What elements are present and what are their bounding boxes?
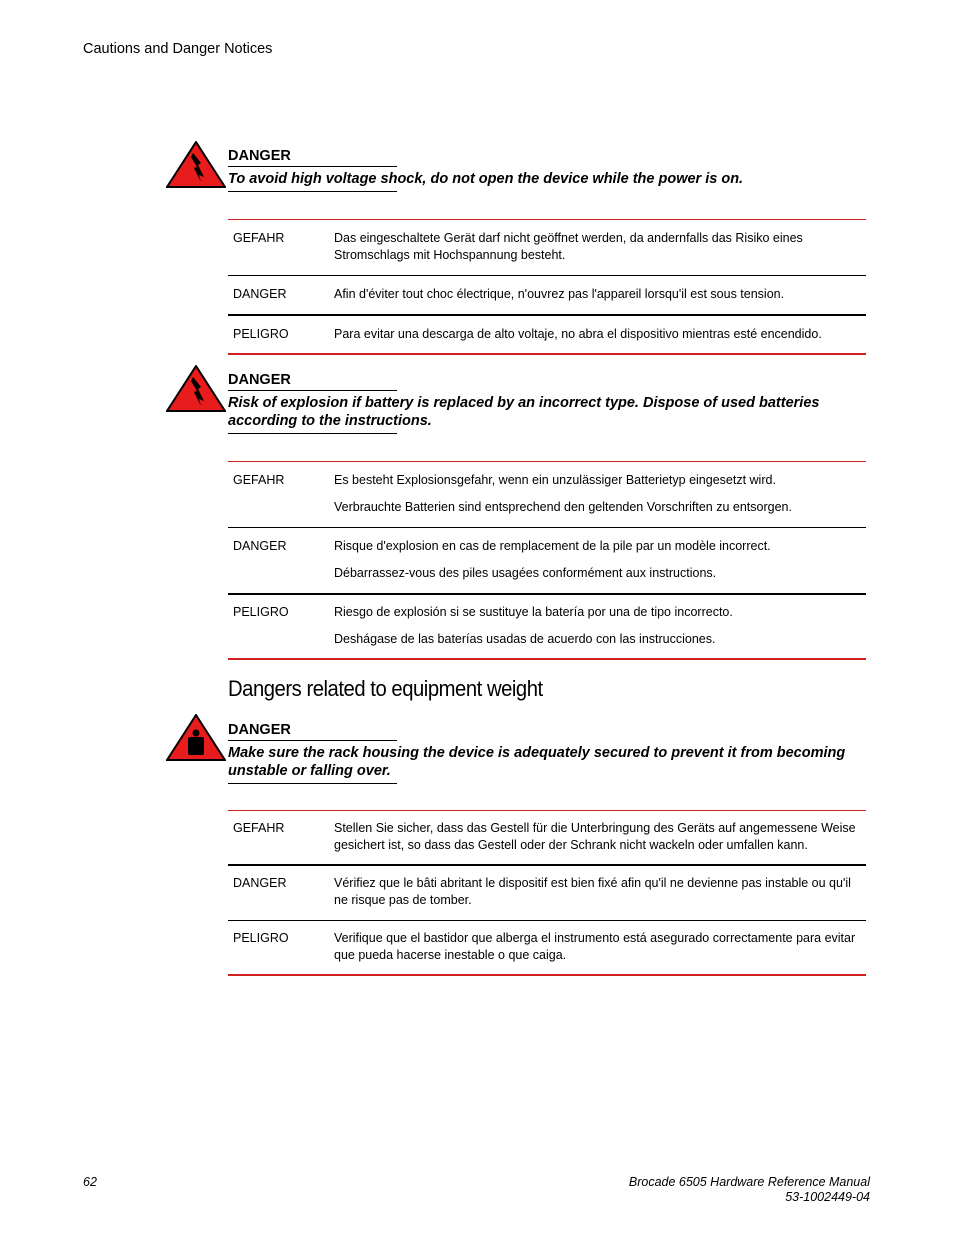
translation-table-weight (228, 810, 866, 976)
translation-text: Afin d'éviter tout choc électrique, n'ouvrez pas l'appareil lorsqu'il est sous tension. (334, 287, 785, 301)
page-number: 62 (83, 1175, 97, 1189)
translation-text: Vérifiez que le bâti abritant le dispositif est bien fixé afin qu'il ne devienne pas instable ou qu'il ne risque pas de tomber. (334, 876, 851, 907)
language-label: PELIGRO (233, 931, 289, 945)
table-row (228, 528, 866, 595)
translation-text: Das eingeschaltete Gerät darf nicht geöffnet werden, da andernfalls das Risiko eines Stromschlags mit Hochspannung besteht. (334, 231, 803, 262)
section-heading: Dangers related to equipment weight (228, 676, 543, 701)
danger-message: To avoid high voltage shock, do not open the device while the power is on. (228, 171, 744, 187)
translation-text: Stellen Sie sicher, dass das Gestell für die Unterbringung des Geräts auf angemessene Weise gesichert ist, so dass das Gestell oder der Schrank nicht wackeln oder umfallen kann. (334, 821, 856, 852)
table-row (228, 462, 866, 528)
language-label: GEFAHR (233, 473, 285, 487)
translation-text: Deshágase de las baterías usadas de acuerdo con las instrucciones. (334, 632, 716, 646)
language-label: DANGER (233, 539, 287, 553)
danger-message: Risk of explosion if battery is replaced by an incorrect type. Dispose of used batteries according to the instructions. (228, 395, 820, 429)
translation-text: Risque d'explosion en cas de remplacement de la pile par un modèle incorrect. (334, 539, 771, 553)
language-label: GEFAHR (233, 821, 285, 835)
danger-label: DANGER (228, 148, 397, 167)
translation-text: Débarrassez-vous des piles usagées conformément aux instructions. (334, 566, 717, 580)
translation-table-high-voltage (228, 219, 866, 355)
notice-divider (228, 433, 397, 434)
table-row (228, 276, 866, 316)
language-label: GEFAHR (233, 231, 285, 245)
translation-text: Verbrauchte Batterien sind entsprechend den geltenden Vorschriften zu entsorgen. (334, 500, 792, 514)
translation-text: Riesgo de explosión si se sustituye la batería por una de tipo incorrecto. (334, 605, 733, 619)
language-label: PELIGRO (233, 605, 289, 619)
table-row (228, 220, 866, 276)
translation-text: Verifique que el bastidor que alberga el instrumento está asegurado correctamente para evitar que pueda hacerse inestable o que caiga. (334, 931, 856, 962)
notice-divider (228, 783, 397, 784)
translation-text: Es besteht Explosionsgefahr, wenn ein unzulässiger Batterietyp eingesetzt wird. (334, 473, 776, 487)
translation-text: Para evitar una descarga de alto voltaje, no abra el dispositivo mientras esté encendido. (334, 327, 822, 341)
doc-number: 53-1002449-04 (785, 1190, 870, 1204)
language-label: DANGER (233, 287, 287, 301)
danger-label: DANGER (228, 722, 397, 741)
danger-message: Make sure the rack housing the device is adequately secured to prevent it from becoming unstable or falling over. (228, 745, 846, 779)
page-header-title: Cautions and Danger Notices (83, 41, 273, 57)
table-row (228, 921, 866, 976)
high-voltage-icon (166, 365, 226, 411)
translation-table-battery (228, 461, 866, 660)
manual-title: Brocade 6505 Hardware Reference Manual (628, 1175, 870, 1189)
danger-label: DANGER (228, 372, 397, 391)
table-row (228, 595, 866, 660)
high-voltage-icon (166, 141, 226, 187)
notice-divider (228, 191, 397, 192)
table-row (228, 811, 866, 866)
table-row (228, 866, 866, 921)
table-row (228, 316, 866, 355)
language-label: DANGER (233, 876, 287, 890)
language-label: PELIGRO (233, 327, 289, 341)
footer-doc-info (629, 1175, 870, 1205)
heavy-weight-icon (166, 714, 226, 760)
